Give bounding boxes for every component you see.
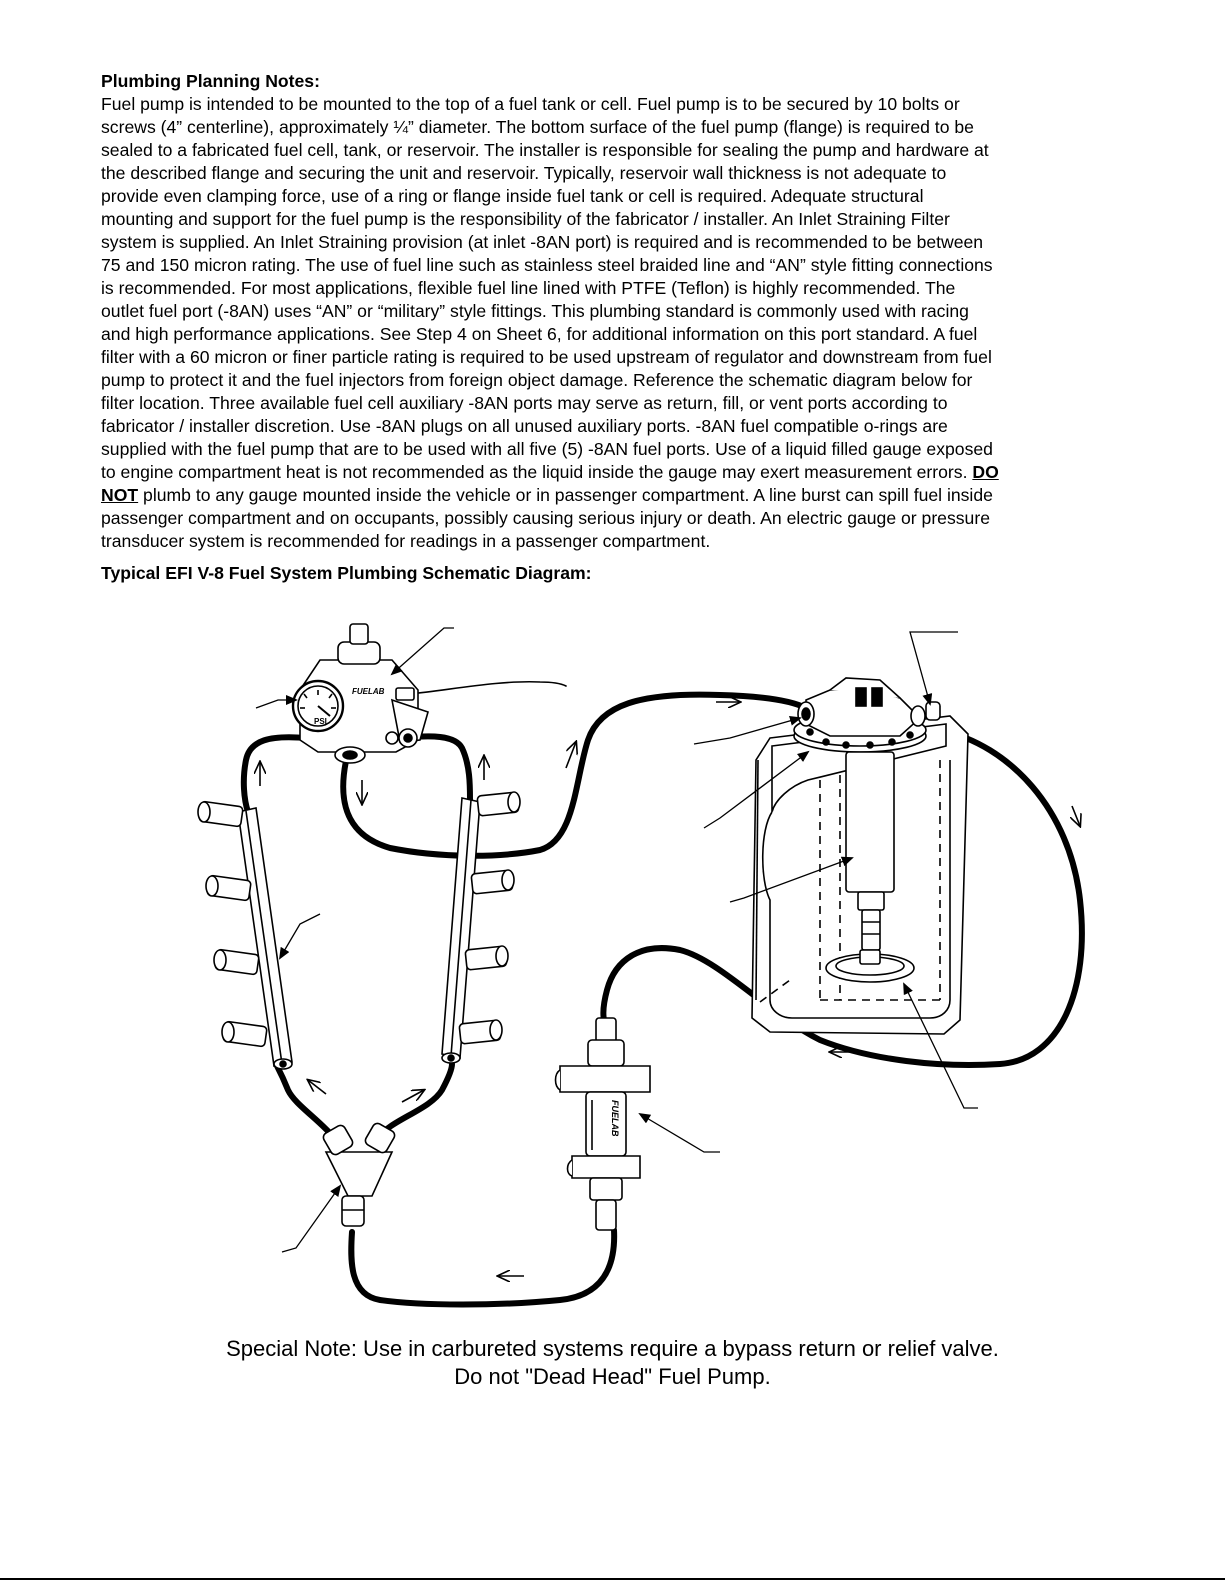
gauge-label: PSI [314, 717, 327, 726]
flow-arrow-icon [566, 742, 576, 768]
plumbing-schematic-diagram [0, 590, 1225, 1320]
notes-line: outlet fuel port (-8AN) uses “AN” or “military” style fittings. This plumbing standard is commonly used with racing [101, 301, 969, 321]
hose-tee-to-left-rail [276, 1064, 336, 1140]
hose-regulator-to-right-rail [404, 736, 470, 800]
flow-arrow-icon [308, 1080, 326, 1094]
notes-line: Fuel pump is intended to be mounted to the top of a fuel tank or cell. Fuel pump is to be secured by 10 bolts or [101, 94, 960, 114]
injector-icon [222, 1021, 267, 1047]
hose-regulator-to-left-rail [244, 737, 306, 812]
vacuum-line [410, 682, 566, 694]
notes-line: filter with a 60 micron or finer particle rating is required to be used upstream of regulator and downstream from fuel [101, 347, 992, 367]
diagram-heading: Typical EFI V-8 Fuel System Plumbing Schematic Diagram: [101, 563, 592, 583]
notes-line: filter location. Three available fuel cell auxiliary -8AN ports may serve as return, fill, or vent ports according to [101, 393, 948, 413]
fuel-pressure-regulator [293, 624, 428, 763]
injector-icon [465, 946, 508, 970]
hose-tee-to-right-rail [378, 1064, 452, 1138]
hose-filter-to-tee [351, 1230, 614, 1305]
notes-line: pump to protect it and the fuel injectors from foreign object damage. Reference the schematic diagram below for [101, 370, 973, 390]
y-block-fitting [322, 1122, 397, 1226]
notes-heading: Plumbing Planning Notes: [101, 71, 320, 91]
plumbing-notes [101, 70, 1131, 553]
left-fuel-rail [198, 801, 292, 1069]
injector-icon [198, 801, 243, 827]
notes-line: is recommended. For most applications, flexible fuel line lined with PTFE (Teflon) is highly recommended. The [101, 278, 956, 298]
notes-line: sealed to a fabricated fuel cell, tank, or reservoir. The installer is responsible for sealing the pump and hardware at [101, 140, 989, 160]
flow-arrow-icon [1072, 806, 1080, 826]
injector-icon [214, 949, 259, 975]
warning-emphasis: DO [972, 462, 999, 482]
notes-text: to engine compartment heat is not recommended as the liquid inside the gauge may exert measurement errors. [101, 462, 973, 482]
inline-fuel-filter [556, 1018, 651, 1230]
notes-line: mounting and support for the fuel pump is the responsibility of the fabricator / installer. An Inlet Straining Filter [101, 209, 950, 229]
special-note-line: Do not "Dead Head" Fuel Pump. [454, 1364, 771, 1389]
flow-arrow-icon [402, 1090, 424, 1102]
injector-icon [471, 870, 514, 894]
notes-line [101, 461, 1131, 484]
special-note-line: Special Note: Use in carbureted systems require a bypass return or relief valve. [226, 1336, 999, 1361]
right-fuel-rail [442, 792, 520, 1063]
injector-icon [206, 875, 251, 901]
leader-line [392, 628, 454, 674]
notes-line [101, 484, 1131, 507]
leader-line [640, 1114, 720, 1152]
notes-line: fabricator / installer discretion. Use -8AN plugs on all unused auxiliary ports. -8AN fuel compatible o-rings are [101, 416, 948, 436]
injector-icon [459, 1020, 502, 1044]
leader-line [280, 914, 320, 958]
notes-line: supplied with the fuel pump that are to be used with all five (5) -8AN fuel ports. Use of a liquid filled gauge exposed [101, 439, 993, 459]
filter-brand: FUELAB [610, 1100, 620, 1137]
notes-line: transducer system is recommended for readings in a passenger compartment. [101, 531, 711, 551]
leader-line [910, 632, 958, 704]
pressure-gauge-icon [293, 681, 343, 731]
leader-line [256, 700, 296, 708]
regulator-brand: FUELAB [352, 687, 385, 696]
special-note [0, 1335, 1225, 1391]
bottom-rule [0, 1578, 1225, 1580]
notes-line: and high performance applications. See Step 4 on Sheet 6, for additional information on this port standard. A fuel [101, 324, 978, 344]
notes-line: passenger compartment and on occupants, possibly causing serious injury or death. An electric gauge or pressure [101, 508, 990, 528]
notes-text: plumb to any gauge mounted inside the vehicle or in passenger compartment. A line burst can spill fuel inside [138, 485, 993, 505]
notes-line: 75 and 150 micron rating. The use of fuel line such as stainless steel braided line and “AN” style fitting connections [101, 255, 993, 275]
notes-line: system is supplied. An Inlet Straining provision (at inlet -8AN port) is required and is recommended to be between [101, 232, 984, 252]
injector-icon [477, 792, 520, 816]
notes-line: the described flange and securing the unit and reservoir. Typically, reservoir wall thickness is not adequate to [101, 163, 947, 183]
leader-line [282, 1186, 340, 1252]
notes-line: screws (4” centerline), approximately ¼” diameter. The bottom surface of the fuel pump (flange) is required to be [101, 117, 974, 137]
warning-emphasis: NOT [101, 485, 139, 505]
notes-line: provide even clamping force, use of a ring or flange inside fuel tank or cell is required. Adequate structural [101, 186, 924, 206]
